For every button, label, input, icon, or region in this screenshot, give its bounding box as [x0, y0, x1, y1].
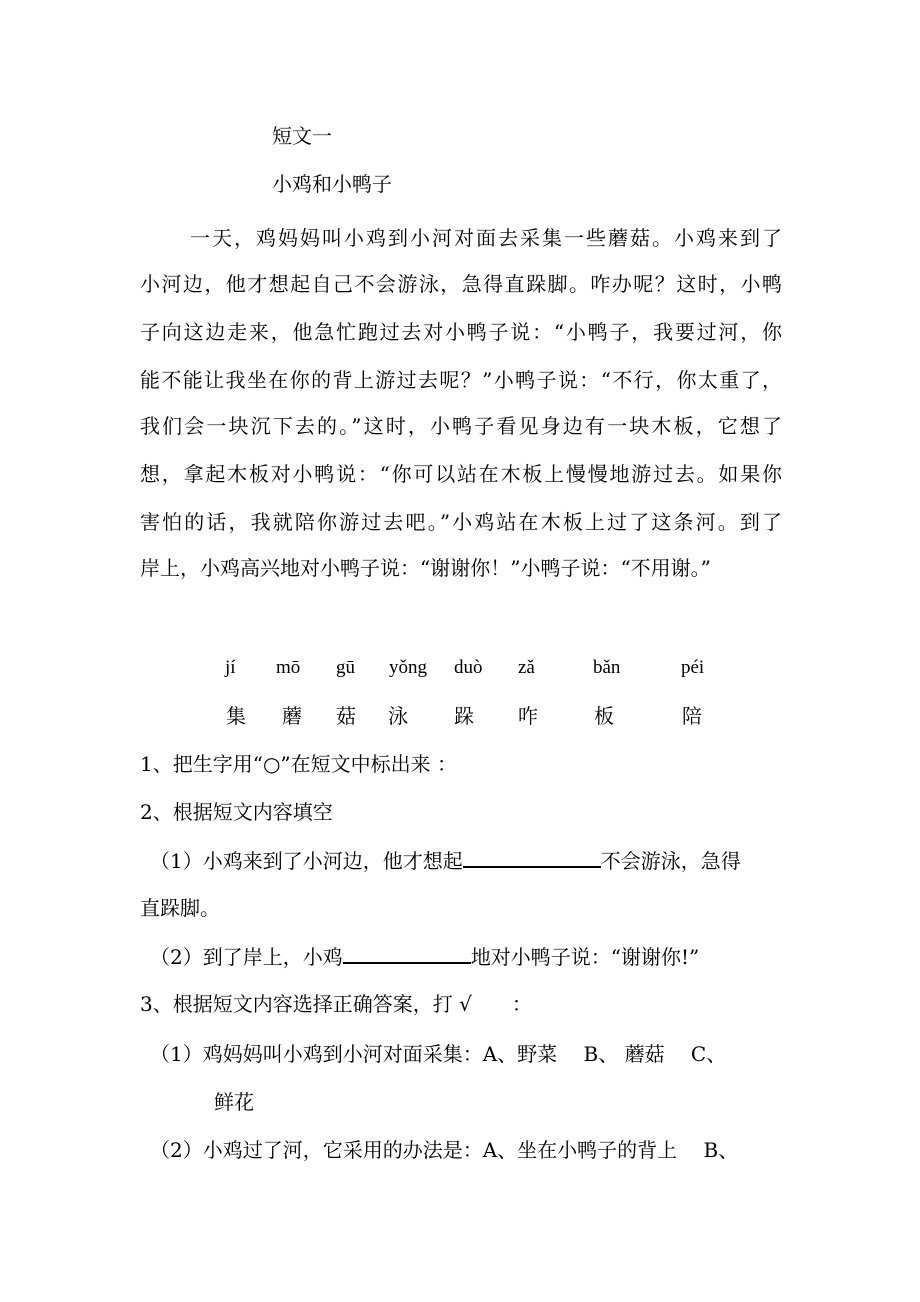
- question-2-item-1-continued: 直跺脚。: [140, 896, 220, 920]
- story-line: 能不能让我坐在你的背上游过去呢？”小鸭子说：“不行，你太重了，: [140, 368, 782, 392]
- vocab-character: 板: [594, 704, 614, 728]
- question-3-item-1: （1）鸡妈妈叫小鸡到小河对面采集：A、野菜 B、 蘑菇 C、: [150, 1042, 727, 1066]
- question-3-title: 3、根据短文内容选择正确答案，打 √ ：: [140, 992, 532, 1016]
- vocab-character: 泳: [388, 704, 408, 728]
- vocab-pinyin: mō: [276, 657, 301, 678]
- vocab-character: 集: [226, 704, 246, 728]
- story-title: 小鸡和小鸭子: [272, 172, 392, 196]
- question-2-title: 2、根据短文内容填空: [140, 800, 333, 824]
- vocab-pinyin: yǒng: [389, 657, 427, 678]
- story-line: 一天，鸡妈妈叫小鸡到小河对面去采集一些蘑菇。小鸡来到了: [190, 226, 782, 250]
- story-line: 小河边，他才想起自己不会游泳，急得直跺脚。咋办呢？这时，小鸭: [140, 272, 782, 296]
- vocab-character: 咋: [518, 704, 538, 728]
- question-1: 1、把生字用“○”在短文中标出来 ：: [140, 752, 457, 776]
- answer-blank-2[interactable]: [343, 944, 471, 964]
- story-line: 想，拿起木板对小鸭说：“你可以站在木板上慢慢地游过去。如果你: [140, 462, 782, 486]
- vocab-character: 蘑: [282, 704, 302, 728]
- story-line: 岸上，小鸡高兴地对小鸭子说：“谢谢你！”小鸭子说：“不用谢。”: [140, 556, 711, 580]
- vocab-pinyin: péi: [681, 657, 705, 678]
- question-3-item-2: （2）小鸡过了河，它采用的办法是：A、坐在小鸭子的背上 B、: [150, 1138, 739, 1162]
- vocab-pinyin: duò: [454, 657, 483, 678]
- vocab-character: 菇: [336, 704, 356, 728]
- story-line: 我们会一块沉下去的。”这时，小鸭子看见身边有一块木板，它想了: [140, 414, 782, 438]
- q2-item2-text-before: （2）到了岸上，小鸡: [150, 945, 343, 969]
- q2-item2-text-after: 地对小鸭子说：“谢谢你!”: [470, 945, 700, 969]
- vocab-pinyin: jí: [225, 657, 236, 678]
- vocab-pinyin: bǎn: [593, 657, 621, 678]
- vocab-pinyin: gū: [336, 657, 355, 678]
- question-2-item-1: [150, 848, 741, 873]
- vocab-pinyin: zǎ: [518, 657, 535, 678]
- vocab-character: 陪: [682, 704, 702, 728]
- question-2-item-2: [150, 944, 699, 969]
- answer-blank-1[interactable]: [463, 848, 601, 868]
- section-heading: 短文一: [272, 124, 332, 148]
- question-3-item-1-continued: 鲜花: [214, 1090, 254, 1114]
- story-line: 害怕的话，我就陪你游过去吧。”小鸡站在木板上过了这条河。到了: [140, 510, 782, 534]
- q2-item1-text-after: 不会游泳，急得: [600, 849, 741, 873]
- story-line: 子向这边走来，他急忙跑过去对小鸭子说：“小鸭子，我要过河，你: [140, 320, 782, 344]
- vocab-character: 跺: [454, 704, 474, 728]
- q2-item1-text-before: （1）小鸡来到了小河边，他才想起: [150, 849, 463, 873]
